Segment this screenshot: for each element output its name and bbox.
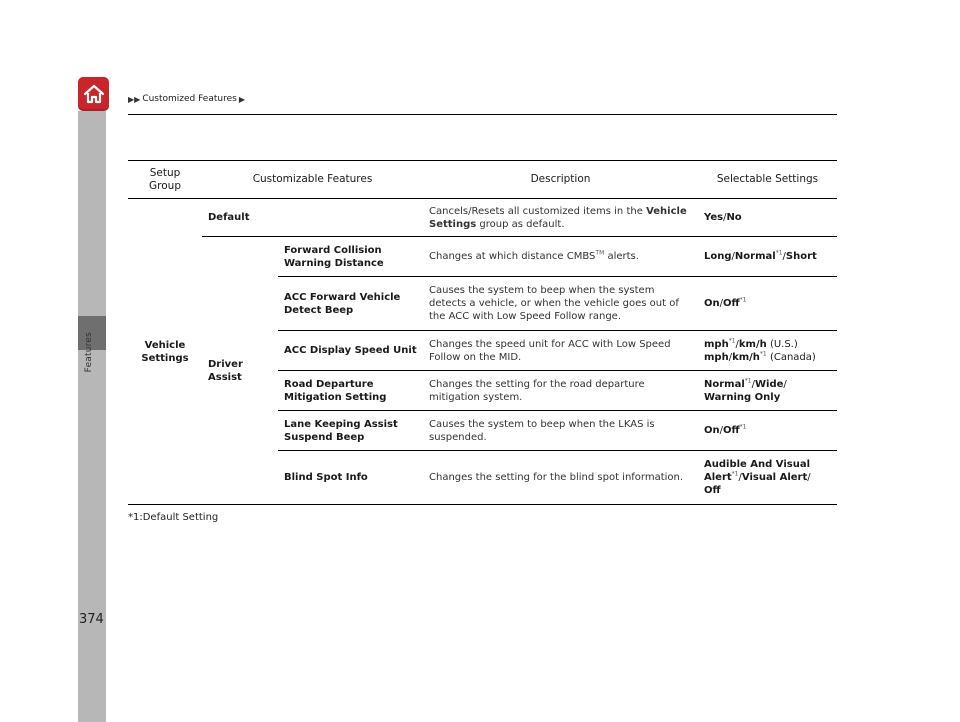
desc-forward-collision-warning-distance: Changes at which distance CMBS™ alerts.	[423, 237, 698, 277]
feature-default: Default	[208, 212, 250, 223]
settings-forward-collision-warning-distance: Long/Normal$^{*1}$/Short	[698, 237, 837, 277]
feature-forward-collision-warning-distance: Forward Collision Warning Distance	[278, 237, 423, 277]
home-button[interactable]	[78, 77, 109, 111]
header-description: Description	[423, 161, 698, 199]
header-setup-group: Setup Group	[128, 161, 202, 199]
desc-acc-forward-vehicle-detect-beep: Causes the system to beep when the system detects a vehicle, or when the vehicle goes out of the ACC with Low Speed Follow range.	[423, 277, 698, 331]
desc-acc-display-speed-unit: Changes the speed unit for ACC with Low Speed Follow on the MID.	[423, 331, 698, 371]
settings-acc-display-speed-unit: mph$^{*1}$/km/h (U.S.) mph/$km/h^{*1}$ (Canada)	[698, 331, 837, 371]
side-tab-bar-lower	[78, 350, 106, 722]
desc-default: Cancels/Resets all customized items in the Vehicle Settings group as default.	[429, 205, 687, 230]
header-selectable-settings: Selectable Settings	[698, 161, 837, 199]
side-tab-label: Features	[84, 332, 94, 373]
feature-lane-keeping-assist-suspend-beep: Lane Keeping Assist Suspend Beep	[278, 411, 423, 451]
home-icon	[82, 82, 106, 106]
footnote-default-setting: *1:Default Setting	[128, 512, 219, 523]
group-vehicle-settings: Vehicle Settings	[128, 199, 202, 505]
header-rule	[128, 114, 837, 115]
side-tab-bar-upper	[78, 111, 106, 316]
feature-acc-forward-vehicle-detect-beep: ACC Forward Vehicle Detect Beep	[278, 277, 423, 331]
breadcrumb	[128, 94, 245, 104]
feature-blind-spot-info: Blind Spot Info	[278, 451, 423, 505]
desc-road-departure-mitigation-setting: Changes the setting for the road departure mitigation system.	[423, 371, 698, 411]
settings-road-departure-mitigation-setting: Normal$^{*1}$/Wide/ Warning Only	[698, 371, 837, 411]
settings-lane-keeping-assist-suspend-beep: On/Off$^{*1}$	[698, 411, 837, 451]
settings-default: Yes/No	[704, 212, 742, 223]
page-number: 374	[79, 612, 104, 627]
desc-blind-spot-info: Changes the setting for the blind spot information.	[423, 451, 698, 505]
settings-table	[128, 160, 837, 505]
breadcrumb-link-customized-features[interactable]: Customized Features	[142, 94, 237, 104]
feature-acc-display-speed-unit: ACC Display Speed Unit	[278, 331, 423, 371]
settings-blind-spot-info: Audible And Visual Alert$^{*1}$/Visual Alert/ Off	[698, 451, 837, 505]
header-customizable-features: Customizable Features	[202, 161, 423, 199]
feature-road-departure-mitigation-setting: Road Departure Mitigation Setting	[278, 371, 423, 411]
settings-acc-forward-vehicle-detect-beep: On/Off$^{*1}$	[698, 277, 837, 331]
desc-lane-keeping-assist-suspend-beep: Causes the system to beep when the LKAS is suspended.	[423, 411, 698, 451]
triangle-right-icon: ▶	[238, 94, 245, 104]
subgroup-driver-assist: Driver Assist	[202, 237, 278, 505]
triangle-right-icon: ▶▶	[128, 94, 141, 104]
